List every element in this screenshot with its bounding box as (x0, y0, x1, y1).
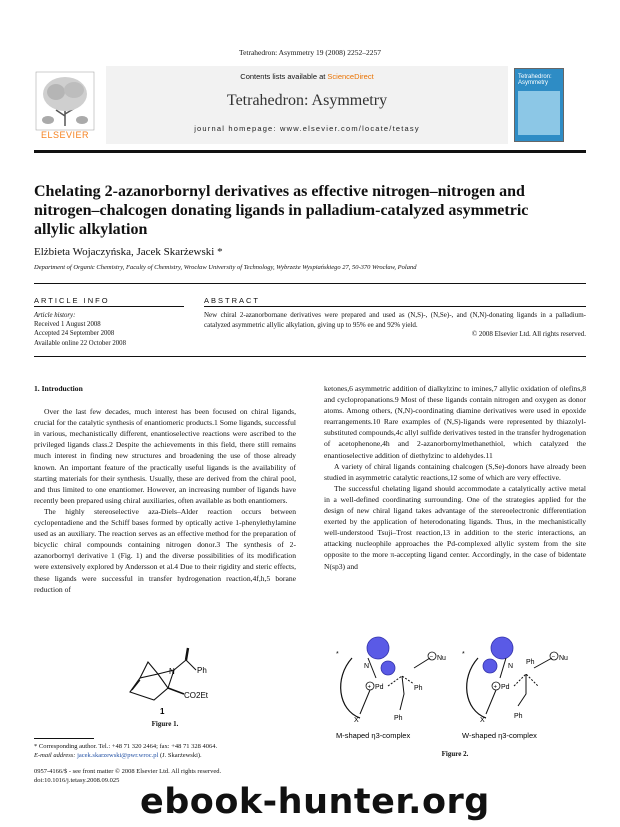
abstract-bottom-rule (34, 356, 586, 357)
paragraph: The successful chelating ligand should accommodate a catalytically active metal in a well-defined coordinating surrounding. One of the strategies applied for the design of new chiral ligand takes advantage of the stereoelectronic differentiation exerted by the application of heterodonating ligands. Thus, in the mechanistically well-understood Tsuji–Trost reaction,13 in addition to the steric interactions, an attacking nucleophile approaches the Pd-complexed allylic system from the site opposite to the more π-accepting ligand center. Accordingly, in the case of bidentate N(sp3) and (324, 483, 586, 571)
footnote-rule (34, 738, 94, 739)
journal-cover (514, 68, 564, 142)
m-phenyl-2: Ph (394, 715, 403, 722)
author-email-link[interactable]: jacek.skarzewski@pwr.wroc.pl (77, 752, 159, 759)
corresponding-author-footnote (34, 742, 296, 760)
abstract-text: New chiral 2-azanorbornane derivatives were prepared and used as (N,S)-, (N,Se)-, and (N,N)-donating ligands in a palladium-catalyzed asymmetric allylic alkylation, giving up to 95% ee and 92% yield. (204, 311, 586, 329)
watermark-text: ebook-hunter.org (140, 782, 490, 822)
section-heading: 1. Introduction (34, 384, 83, 393)
contents-line: Contents lists available at ScienceDirect (240, 72, 374, 81)
figure-2-caption: Figure 2. (441, 750, 469, 758)
journal-homepage[interactable]: journal homepage: www.elsevier.com/locate/tetasy (194, 124, 420, 133)
running-head: Tetrahedron: Asymmetry 19 (2008) 2252–2257 (239, 48, 381, 57)
m-phenyl-1: Ph (414, 685, 423, 692)
w-stereo-mark: * (462, 651, 465, 658)
article-authors: Elżbieta Wojaczyńska, Jacek Skarżewski * (34, 246, 223, 258)
sciencedirect-link[interactable]: ScienceDirect (327, 72, 374, 81)
doi-line[interactable]: doi:10.1016/j.tetasy.2008.09.025 (34, 776, 120, 784)
article-title: Chelating 2-azanorbornyl derivatives as effective nitrogen–nitrogen and nitrogen–chalcogen donating ligands in palladium-catalyzed asymmetric allylic alkylation (34, 183, 529, 238)
history-label: Article history: (34, 312, 76, 319)
w-nitrogen: N (508, 663, 514, 670)
paragraph: A variety of chiral ligands containing chalcogen (S,Se)-donors have already been studied in asymmetric catalytic reactions,12 some of which are very effective. (324, 461, 586, 482)
paragraph: Over the last few decades, much interest has been focused on chiral ligands, crucial for the catalytic synthesis of enantiomeric products.1 Some ligands, successful in various, mechanistically different, enantioselective reactions were ascribed to the privileged ligands class.2 Despite the achievements in this field, there still remains much interest in finding new structures and broadening the use of those already known. An important feature of the practically useful ligands is the availability of starting materials for their synthesis. Usually, these are derived from the chiral pool, and thus limited to one enantiomer. However, an increasing number of ligands have recently been prepared using chiral auxiliaries, often available as both enantiomers. (34, 407, 296, 505)
abstract-subrule (204, 306, 586, 307)
cover-title: Tetrahedron: Asymmetry (518, 74, 552, 86)
m-shape-label: M-shaped η3-complex (336, 731, 411, 740)
online-date: Available online 22 October 2008 (34, 339, 126, 347)
m-nitrogen: N (364, 663, 370, 670)
footnote-email-line: E-mail address: jacek.skarzewski@pwr.wroc.pl (J. Skarżewski). (34, 752, 202, 759)
abstract-body (204, 311, 586, 340)
journal-masthead (34, 66, 586, 152)
header-rule (34, 150, 586, 153)
journal-title: Tetrahedron: Asymmetry (226, 92, 388, 109)
figure-2-complexes (330, 628, 586, 744)
accepted-date: Accepted 24 September 2008 (34, 330, 115, 338)
m-stereo-mark: * (336, 651, 339, 658)
received-date: Received 1 August 2008 (34, 321, 101, 329)
fig1-phenyl: Ph (197, 666, 207, 675)
paragraph: The highly stereoselective aza-Diels–Alder reaction occurs between cyclopentadiene and the Schiff bases formed by optically active 1-phenylethylamine used as an auxiliary. The reaction serves as an effective method for the preparation of bicyclic chiral compounds containing nitrogen donor.3 The synthesis of 2-azanorbornyl derivative 1 (Fig. 1) and the diverse possibilities of its modification were extensively explored by Andersson et al.4 Due to their rigidity and steric effects, these ligands were successful in transfer hydrogenation reaction,4f,h,5 borane reduction of (34, 506, 296, 594)
w-phenyl-2: Ph (514, 713, 523, 720)
svg-text:+: + (367, 684, 372, 691)
footnote-contact: * Corresponding author. Tel.: +48 71 320 2464; fax: +48 71 328 4064. (34, 743, 218, 750)
w-halide: X (480, 717, 485, 724)
info-subrule (34, 306, 184, 307)
m-shaped-complex (336, 637, 446, 740)
m-palladium: Pd (375, 684, 384, 691)
article-history (34, 311, 164, 348)
fig1-compound-number: 1 (160, 707, 165, 716)
column-left (34, 383, 296, 595)
paragraph: ketones,6 asymmetric addition of dialkylzinc to imines,7 allylic oxidation of olefins,8 and cyclopropanations.9 Most of these ligands contain nitrogen and oxygen as donor atoms. Among others, (N,N)-coordinating diamine derivatives were used in epoxide rearrangements.10 Rare examples of (N,S)-ligands were represented by thiazolyl-substituted compounds,4c allyl sulfide derivatives tested in the transfer hydrogenation of acetophenone,4h and 2-azanorbornylmethanethiol, which catalyzed the enantioselective addition of diethylzinc to aldehydes.11 (324, 384, 586, 460)
figure-1-caption: Figure 1. (151, 720, 179, 728)
masthead-center (106, 66, 508, 144)
w-shaped-complex (462, 637, 568, 740)
abstract-heading: ABSTRACT (204, 296, 261, 305)
w-shape-label: W-shaped η3-complex (462, 731, 537, 740)
issn-line: 0957-4166/$ - see front matter © 2008 Elsevier Ltd. All rights reserved. (34, 768, 222, 775)
svg-text:−: − (429, 654, 434, 661)
article-affiliation: Department of Organic Chemistry, Faculty of Chemistry, Wrocław University of Technology, Wybrzeże Wyspiańskiego 27, 50-370 Wrocław, Poland (34, 264, 417, 271)
svg-text:−: − (551, 654, 556, 661)
w-palladium: Pd (501, 684, 510, 691)
publisher-name: ELSEVIER (40, 130, 90, 140)
m-nucleophile: Nu (437, 655, 446, 662)
figure-1-structure (118, 640, 228, 720)
info-rule (34, 283, 586, 284)
fig1-ester: CO2Et (184, 691, 209, 700)
article-info-heading: ARTICLE INFO (34, 296, 110, 305)
svg-text:+: + (493, 684, 498, 691)
cover-image (518, 91, 560, 135)
m-halide: X (354, 717, 359, 724)
w-phenyl-1: Ph (526, 659, 535, 666)
column-right (324, 383, 586, 572)
fig1-nitrogen: N (169, 667, 175, 676)
w-nucleophile: Nu (559, 655, 568, 662)
abstract-copyright: © 2008 Elsevier Ltd. All rights reserved. (471, 330, 586, 339)
